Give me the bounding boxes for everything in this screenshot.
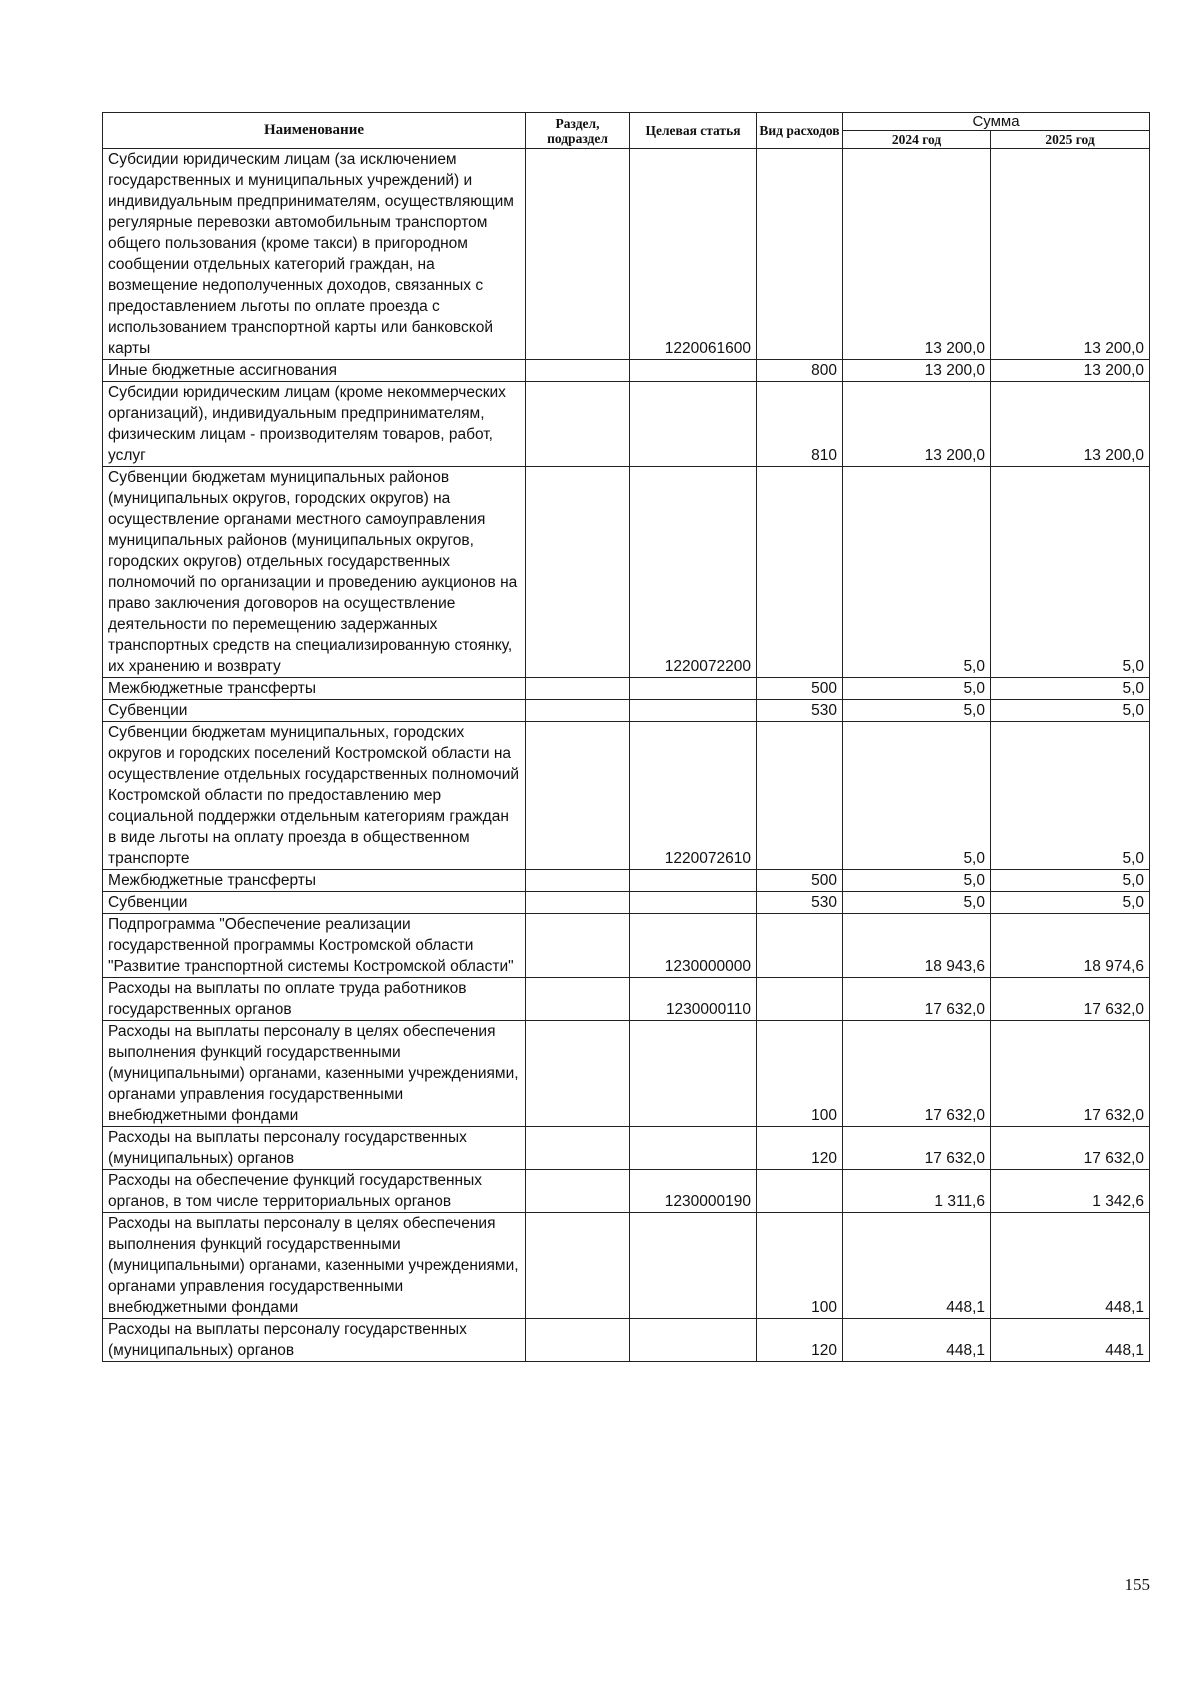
row-name: Субвенции [103, 700, 526, 722]
row-target-code [630, 870, 757, 892]
row-target-code [630, 1319, 757, 1362]
row-target-code [630, 360, 757, 382]
row-amount-2024: 18 943,6 [843, 914, 991, 978]
table-row [103, 1127, 1150, 1170]
row-amount-2024: 5,0 [843, 870, 991, 892]
row-kind-code: 100 [757, 1021, 843, 1127]
row-target-code [630, 1213, 757, 1319]
row-kind-code [757, 978, 843, 1021]
row-target-code [630, 892, 757, 914]
row-section [526, 149, 630, 360]
row-amount-2025: 5,0 [991, 467, 1150, 678]
row-name: Иные бюджетные ассигнования [103, 360, 526, 382]
row-target-code [630, 382, 757, 467]
header-year-2024: 2024 год [843, 131, 991, 149]
row-name: Расходы на обеспечение функций государственных органов, в том числе территориальных органов [103, 1170, 526, 1213]
row-amount-2025: 13 200,0 [991, 382, 1150, 467]
row-amount-2025: 448,1 [991, 1213, 1150, 1319]
row-target-code: 1220072610 [630, 722, 757, 870]
row-kind-code: 500 [757, 870, 843, 892]
table-row [103, 1213, 1150, 1319]
row-name: Расходы на выплаты персоналу в целях обеспечения выполнения функций государственными (муниципальными) органами, казенными учреждениями, органами управления государственными внебюджетными фондами [103, 1021, 526, 1127]
row-section [526, 892, 630, 914]
header-kind: Вид расходов [757, 113, 843, 149]
row-target-code [630, 1021, 757, 1127]
row-section [526, 1170, 630, 1213]
header-section: Раздел, подраздел [526, 113, 630, 149]
table-row [103, 1021, 1150, 1127]
row-amount-2024: 5,0 [843, 700, 991, 722]
row-section [526, 678, 630, 700]
row-amount-2025: 17 632,0 [991, 1127, 1150, 1170]
row-amount-2024: 13 200,0 [843, 382, 991, 467]
page-number: 155 [1124, 1575, 1150, 1594]
row-name: Расходы на выплаты по оплате труда работников государственных органов [103, 978, 526, 1021]
header-name: Наименование [103, 113, 526, 149]
row-amount-2025: 17 632,0 [991, 978, 1150, 1021]
row-kind-code: 120 [757, 1319, 843, 1362]
row-target-code: 1220072200 [630, 467, 757, 678]
table-row [103, 149, 1150, 360]
row-section [526, 870, 630, 892]
table-row [103, 467, 1150, 678]
row-kind-code: 800 [757, 360, 843, 382]
row-kind-code [757, 1170, 843, 1213]
row-amount-2025: 5,0 [991, 700, 1150, 722]
row-amount-2025: 5,0 [991, 722, 1150, 870]
table-row [103, 1319, 1150, 1362]
row-section [526, 1319, 630, 1362]
row-target-code [630, 678, 757, 700]
row-amount-2024: 448,1 [843, 1319, 991, 1362]
row-target-code: 1220061600 [630, 149, 757, 360]
table-row [103, 870, 1150, 892]
header-year-2025: 2025 год [991, 131, 1150, 149]
table-row [103, 382, 1150, 467]
budget-table [102, 112, 1150, 1362]
row-amount-2025: 5,0 [991, 870, 1150, 892]
table-row [103, 722, 1150, 870]
row-section [526, 914, 630, 978]
row-kind-code [757, 914, 843, 978]
row-name: Межбюджетные трансферты [103, 870, 526, 892]
row-amount-2025: 13 200,0 [991, 149, 1150, 360]
row-amount-2024: 17 632,0 [843, 1127, 991, 1170]
table-row [103, 700, 1150, 722]
row-amount-2024: 13 200,0 [843, 149, 991, 360]
row-section [526, 722, 630, 870]
row-kind-code: 530 [757, 892, 843, 914]
row-section [526, 360, 630, 382]
row-kind-code [757, 722, 843, 870]
row-name: Расходы на выплаты персоналу государственных (муниципальных) органов [103, 1319, 526, 1362]
row-amount-2025: 448,1 [991, 1319, 1150, 1362]
row-amount-2025: 5,0 [991, 892, 1150, 914]
header-sum: Сумма [843, 113, 1150, 131]
row-name: Субвенции бюджетам муниципальных районов (муниципальных округов, городских округов) на осуществление органами местного самоуправления муниципальных районов (муниципальных округов, городских округов) отдельных государственных полномочий по организации и проведению аукционов на право заключения договоров на осуществление деятельности по перемещению задержанных транспортных средств на специализированную стоянку, их хранению и возврату [103, 467, 526, 678]
table-body [103, 149, 1150, 1362]
row-kind-code: 810 [757, 382, 843, 467]
row-name: Подпрограмма "Обеспечение реализации государственной программы Костромской области "Развитие транспортной системы Костромской области" [103, 914, 526, 978]
table-row [103, 978, 1150, 1021]
row-section [526, 978, 630, 1021]
row-kind-code: 120 [757, 1127, 843, 1170]
row-amount-2024: 13 200,0 [843, 360, 991, 382]
row-section [526, 700, 630, 722]
row-amount-2024: 17 632,0 [843, 978, 991, 1021]
row-target-code [630, 1127, 757, 1170]
row-kind-code: 100 [757, 1213, 843, 1319]
row-amount-2024: 5,0 [843, 467, 991, 678]
row-section [526, 1213, 630, 1319]
row-kind-code: 530 [757, 700, 843, 722]
row-amount-2025: 17 632,0 [991, 1021, 1150, 1127]
table-row [103, 914, 1150, 978]
table-row [103, 892, 1150, 914]
row-name: Субсидии юридическим лицам (за исключением государственных и муниципальных учреждений) и индивидуальным предпринимателям, осуществляющим регулярные перевозки автомобильным транспортом общего пользования (кроме такси) в пригородном сообщении отдельных категорий граждан, на возмещение недополученных доходов, связанных с предоставлением льготы по оплате проезда с использованием транспортной карты или банковской карты [103, 149, 526, 360]
row-name: Расходы на выплаты персоналу в целях обеспечения выполнения функций государственными (муниципальными) органами, казенными учреждениями, органами управления государственными внебюджетными фондами [103, 1213, 526, 1319]
row-name: Субвенции [103, 892, 526, 914]
row-target-code [630, 700, 757, 722]
row-amount-2024: 5,0 [843, 892, 991, 914]
row-amount-2024: 1 311,6 [843, 1170, 991, 1213]
row-name: Субвенции бюджетам муниципальных, городских округов и городских поселений Костромской области на осуществление отдельных государственных полномочий Костромской области по предоставлению мер социальной поддержки отдельным категориям граждан в виде льготы на оплату проезда в общественном транспорте [103, 722, 526, 870]
row-kind-code [757, 149, 843, 360]
table-row [103, 678, 1150, 700]
row-section [526, 382, 630, 467]
row-amount-2024: 17 632,0 [843, 1021, 991, 1127]
row-amount-2025: 1 342,6 [991, 1170, 1150, 1213]
row-amount-2024: 448,1 [843, 1213, 991, 1319]
row-name: Субсидии юридическим лицам (кроме некоммерческих организаций), индивидуальным предпринимателям, физическим лицам - производителям товаров, работ, услуг [103, 382, 526, 467]
row-target-code: 1230000110 [630, 978, 757, 1021]
row-section [526, 467, 630, 678]
row-target-code: 1230000190 [630, 1170, 757, 1213]
row-amount-2025: 18 974,6 [991, 914, 1150, 978]
table-row [103, 1170, 1150, 1213]
row-amount-2025: 13 200,0 [991, 360, 1150, 382]
row-amount-2024: 5,0 [843, 678, 991, 700]
row-kind-code: 500 [757, 678, 843, 700]
row-amount-2025: 5,0 [991, 678, 1150, 700]
row-name: Межбюджетные трансферты [103, 678, 526, 700]
table-row [103, 360, 1150, 382]
header-target: Целевая статья [630, 113, 757, 149]
row-section [526, 1021, 630, 1127]
row-amount-2024: 5,0 [843, 722, 991, 870]
row-target-code: 1230000000 [630, 914, 757, 978]
row-section [526, 1127, 630, 1170]
row-kind-code [757, 467, 843, 678]
row-name: Расходы на выплаты персоналу государственных (муниципальных) органов [103, 1127, 526, 1170]
